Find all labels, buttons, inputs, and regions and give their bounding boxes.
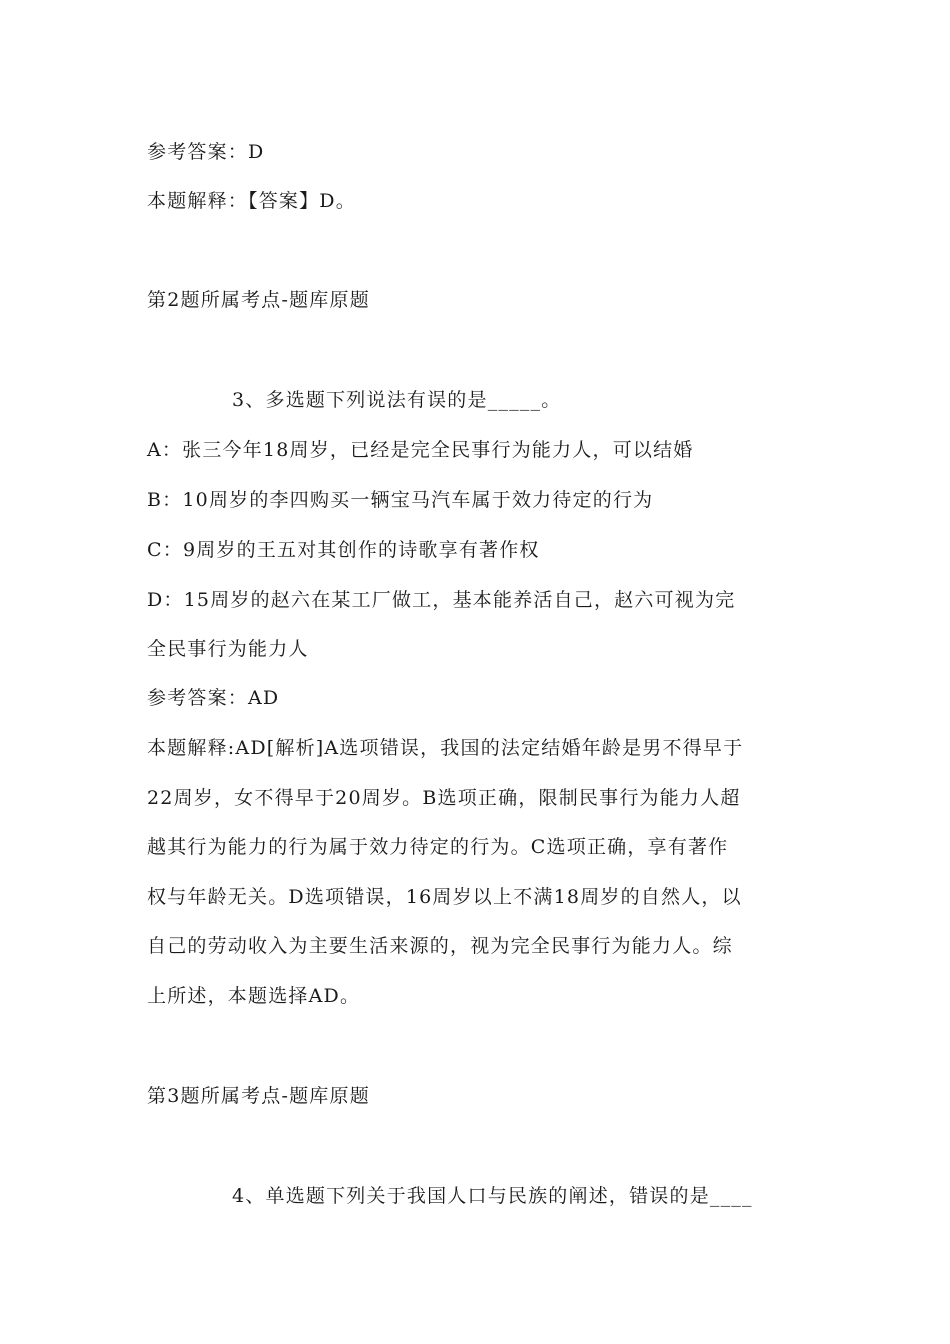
- q3-explanation-line: 本题解释:AD[解析]A选项错误，我国的法定结婚年龄是男不得早于: [147, 737, 744, 759]
- q3-explanation-line: 22周岁，女不得早于20周岁。B选项正确，限制民事行为能力人超: [147, 787, 741, 809]
- q2-category: 第2题所属考点-题库原题: [147, 289, 370, 311]
- q2-answer: 参考答案：D: [147, 141, 265, 163]
- q3-option-c: C：9周岁的王五对其创作的诗歌享有著作权: [147, 539, 540, 561]
- q3-answer: 参考答案：AD: [147, 687, 280, 709]
- q3-option-b: B：10周岁的李四购买一辆宝马汽车属于效力待定的行为: [147, 489, 654, 511]
- q3-explanation-line: 越其行为能力的行为属于效力待定的行为。C选项正确，享有著作: [147, 836, 729, 858]
- q4-question: 4、单选题下列关于我国人口与民族的阐述，错误的是____: [232, 1185, 753, 1207]
- q3-option-d-line1: D：15周岁的赵六在某工厂做工，基本能养活自己，赵六可视为完: [147, 589, 736, 611]
- q3-option-a: A：张三今年18周岁，已经是完全民事行为能力人，可以结婚: [147, 439, 694, 461]
- q3-explanation-line: 权与年龄无关。D选项错误，16周岁以上不满18周岁的自然人，以: [147, 886, 742, 908]
- q3-explanation-line: 自己的劳动收入为主要生活来源的，视为完全民事行为能力人。综: [147, 935, 733, 957]
- q3-question: 3、多选题下列说法有误的是_____。: [232, 389, 562, 411]
- q2-explanation: 本题解释：【答案】D。: [147, 190, 356, 212]
- q3-category: 第3题所属考点-题库原题: [147, 1085, 370, 1107]
- q3-option-d-line2: 全民事行为能力人: [147, 638, 309, 660]
- q3-explanation-line: 上所述，本题选择AD。: [147, 985, 361, 1007]
